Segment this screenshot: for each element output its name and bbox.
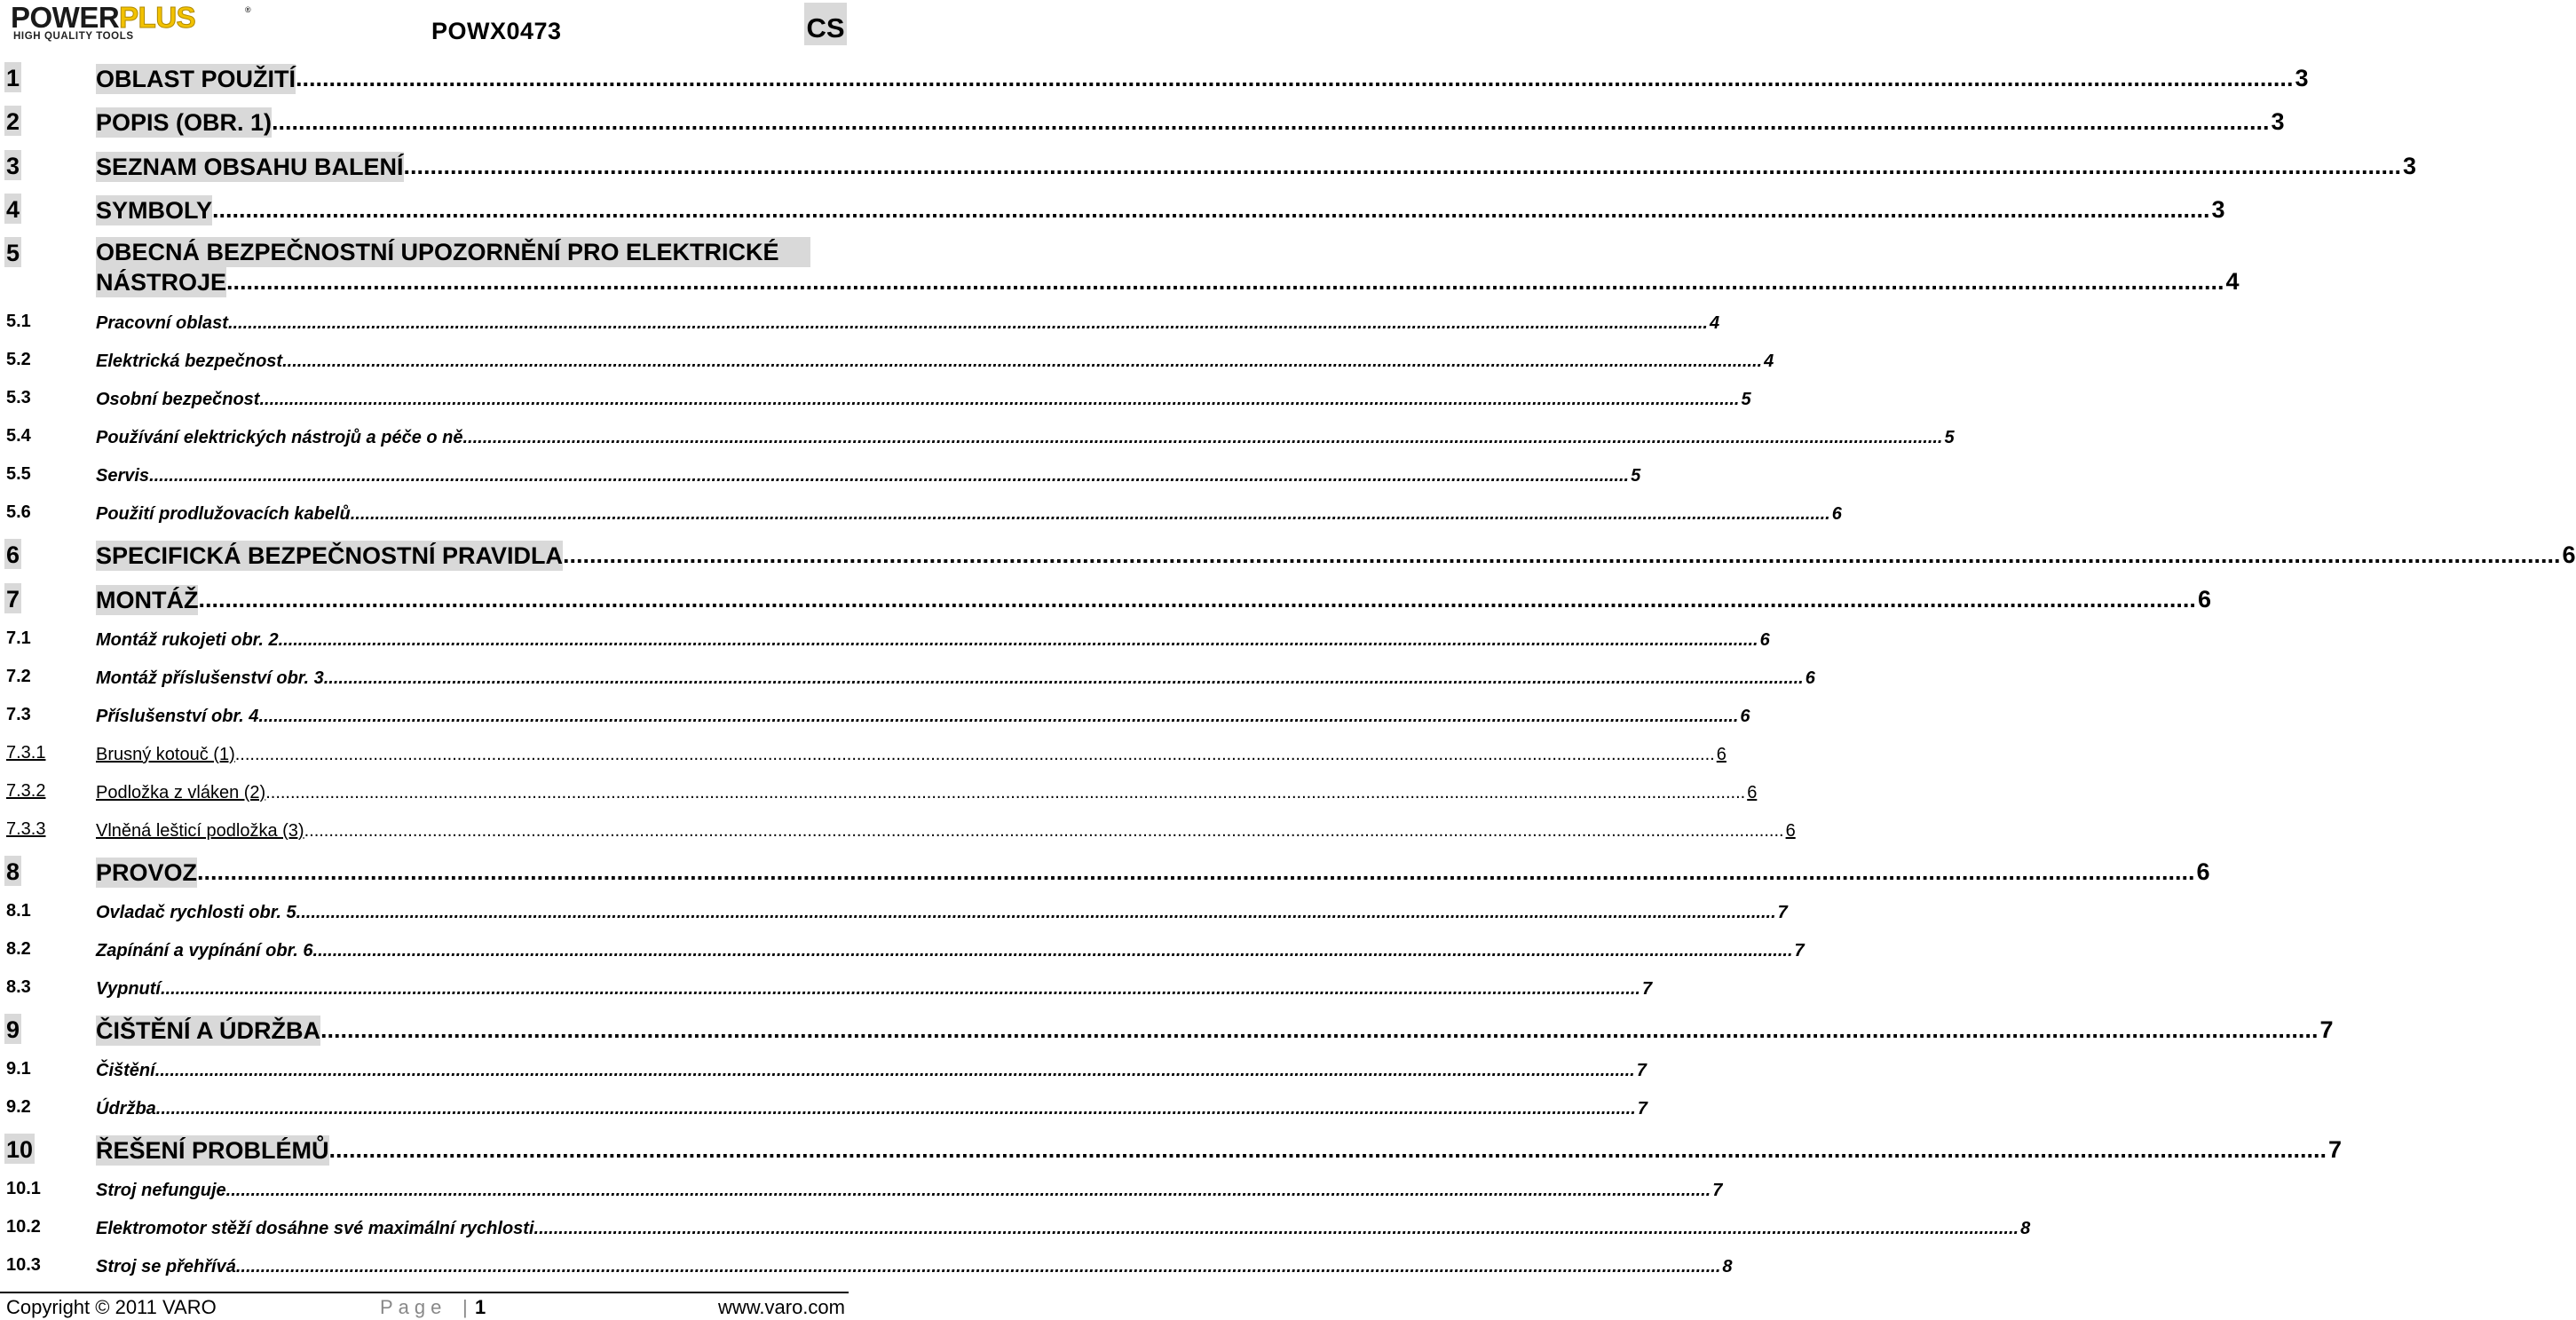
toc-entry-page: 3	[2295, 65, 2309, 91]
toc-entry-page: 3	[2402, 153, 2416, 179]
toc-entry-page[interactable]: 6	[1716, 745, 1727, 764]
toc-entry-number: 7.3	[6, 705, 31, 724]
toc-entry-number: 8.3	[6, 977, 31, 997]
toc-entry-page: 7	[2327, 1136, 2343, 1163]
toc-entry-title: Údržba	[96, 1099, 156, 1118]
toc-entry-number: 5.4	[6, 426, 31, 446]
toc-entry-title: MONTÁŽ	[96, 587, 199, 613]
toc-entry-title-line2: NÁSTROJE	[96, 269, 227, 296]
toc-entry-page: 6	[1759, 630, 1770, 650]
toc-entry-title[interactable]: Vlněná lešticí podložka (3)	[96, 821, 304, 841]
toc-entry-number: 5.1	[6, 312, 31, 331]
toc-entry-number: 10.2	[6, 1217, 41, 1237]
toc-entry-number: 8.2	[6, 939, 31, 959]
toc-leader: ............................................................................................................................................................................................................................................................................................................	[320, 1016, 2319, 1043]
toc-entry-page: 3	[2271, 108, 2285, 135]
toc-entry-title: SYMBOLY	[96, 197, 213, 224]
toc-entry-page: 7	[1636, 1061, 1647, 1080]
toc-entry-number: 7.2	[6, 667, 31, 686]
toc-entry-page: 6	[1805, 668, 1815, 688]
toc-leader: ............................................................................................................................................................................................................................................................................................................	[350, 504, 1830, 524]
toc-entry-page: 3	[2211, 196, 2225, 223]
toc-entry-title: Příslušenství obr. 4	[96, 707, 259, 726]
toc-entry-page: 6	[2562, 541, 2576, 568]
toc-leader: ............................................................................................................................................................................................................................................................................................................	[198, 586, 2196, 613]
toc-entry-page: 6	[2197, 586, 2211, 613]
toc-entry-title: PROVOZ	[96, 859, 198, 886]
toc-leader: ............................................................................................................................................................................................................................................................................................................	[259, 390, 1740, 409]
toc-entry-number: 5.5	[6, 464, 31, 484]
toc-entry-title: ŘEŠENÍ PROBLÉMŮ	[96, 1137, 329, 1164]
toc-leader: ............................................................................................................................................................................................................................................................................................................	[563, 541, 2561, 568]
toc-entry-page: 6	[2196, 858, 2210, 885]
model-number: POWX0473	[431, 18, 562, 44]
toc-leader: ............................................................................................................................................................................................................................................................................................................	[265, 783, 1746, 802]
page-separator: |	[462, 1296, 468, 1318]
toc-entry-number: 8.1	[6, 901, 31, 921]
toc-entry-number: 10.3	[6, 1255, 41, 1275]
toc-entry-title: Elektrická bezpečnost	[96, 352, 283, 371]
toc-entry-page: 4	[1764, 352, 1774, 371]
toc-leader: ............................................................................................................................................................................................................................................................................................................	[296, 65, 2294, 91]
copyright-text: Copyright © 2011 VARO	[6, 1296, 217, 1318]
toc-leader: ............................................................................................................................................................................................................................................................................................................	[328, 1136, 2327, 1163]
toc-entry-title: Zapínání a vypínání obr. 6	[96, 941, 313, 960]
logo-text-power: POWER	[11, 1, 120, 34]
toc-entry-title: Vypnutí	[96, 979, 161, 999]
toc-entry-page: 7	[1712, 1181, 1723, 1200]
toc-entry-title: OBLAST POUŽITÍ	[96, 66, 296, 92]
toc-entry-page: 8	[2020, 1219, 2031, 1238]
toc-leader: ............................................................................................................................................................................................................................................................................................................	[155, 1099, 1636, 1118]
toc-leader: ............................................................................................................................................................................................................................................................................................................	[234, 745, 1715, 764]
toc-leader: ............................................................................................................................................................................................................................................................................................................	[304, 821, 1784, 841]
toc-leader: ............................................................................................................................................................................................................................................................................................................	[403, 153, 2401, 179]
website-link[interactable]: www.varo.com	[717, 1296, 845, 1318]
toc-entry-page: 7	[1794, 941, 1805, 960]
toc-leader: ............................................................................................................................................................................................................................................................................................................	[258, 707, 1739, 726]
toc-leader: ............................................................................................................................................................................................................................................................................................................	[197, 858, 2195, 885]
toc-entry-page: 7	[1777, 903, 1788, 922]
toc-entry-number: 5.6	[6, 502, 31, 522]
toc-entry-number: 6	[4, 539, 21, 569]
toc-entry-page: 6	[1740, 707, 1750, 726]
toc-entry-title: Použití prodlužovacích kabelů	[96, 504, 351, 524]
toc-leader: ............................................................................................................................................................................................................................................................................................................	[296, 903, 1776, 922]
toc-leader: ............................................................................................................................................................................................................................................................................................................	[241, 1257, 1721, 1277]
toc-leader: ............................................................................................................................................................................................................................................................................................................	[323, 668, 1804, 688]
toc-entry-title: Osobní bezpečnost	[96, 390, 260, 409]
toc-entry-title: Montáž příslušenství obr. 3	[96, 668, 324, 688]
toc-leader: ............................................................................................................................................................................................................................................................................................................	[160, 979, 1640, 999]
toc-leader: ............................................................................................................................................................................................................................................................................................................	[272, 108, 2270, 135]
toc-entry-number: 7.1	[6, 628, 31, 648]
toc-entry-title: SEZNAM OBSAHU BALENÍ	[96, 154, 404, 180]
toc-entry-number: 9	[4, 1014, 21, 1044]
toc-entry-page: 7	[1637, 1099, 1648, 1118]
toc-entry-title[interactable]: Brusný kotouč (1)	[96, 745, 235, 764]
toc-entry-title: SPECIFICKÁ BEZPEČNOSTNÍ PRAVIDLA	[96, 542, 564, 569]
toc-entry-page: 4	[2225, 268, 2240, 295]
toc-entry-title: Pracovní oblast	[96, 313, 228, 333]
toc-leader: ............................................................................................................................................................................................................................................................................................................	[539, 1219, 2019, 1238]
toc-entry-number: 8	[4, 856, 21, 886]
toc-entry-title: ČIŠTĚNÍ A ÚDRŽBA	[96, 1017, 320, 1044]
toc-entry-number[interactable]: 7.3.1	[6, 743, 46, 763]
logo-text-plus: PLUS	[119, 1, 196, 34]
toc-entry-page: 7	[1641, 979, 1653, 999]
language-code: CS	[804, 3, 847, 45]
toc-leader: ............................................................................................................................................................................................................................................................................................................	[149, 466, 1630, 486]
toc-entry-title: Elektromotor stěží dosáhne své maximální rychlosti.	[96, 1219, 540, 1238]
toc-leader: ............................................................................................................................................................................................................................................................................................................	[312, 941, 1793, 960]
toc-entry-page[interactable]: 6	[1785, 821, 1796, 841]
toc-entry-number: 7	[4, 583, 21, 613]
toc-leader: ............................................................................................................................................................................................................................................................................................................	[212, 196, 2210, 223]
toc-entry-number: 9.1	[6, 1059, 31, 1079]
toc-leader: ............................................................................................................................................................................................................................................................................................................	[282, 352, 1763, 371]
toc-entry-page[interactable]: 6	[1747, 783, 1758, 802]
toc-leader: ............................................................................................................................................................................................................................................................................................................	[278, 630, 1758, 650]
logo-tagline: HIGH QUALITY TOOLS	[13, 31, 134, 42]
logo-registered-mark: ®	[245, 5, 251, 14]
toc-entry-number: 5.2	[6, 350, 31, 369]
toc-entry-number: 5.3	[6, 388, 31, 407]
toc-leader: ............................................................................................................................................................................................................................................................................................................	[227, 313, 1708, 333]
toc-entry-number: 9.2	[6, 1097, 31, 1117]
toc-leader: ............................................................................................................................................................................................................................................................................................................	[462, 428, 1943, 447]
toc-entry-title: Montáž rukojeti obr. 2	[96, 630, 279, 650]
toc-entry-number[interactable]: 7.3.2	[6, 781, 46, 801]
toc-entry-number: 2	[4, 106, 21, 136]
toc-entry-number[interactable]: 7.3.3	[6, 819, 46, 839]
toc-entry-page: 6	[1831, 504, 1842, 524]
toc-leader: ............................................................................................................................................................................................................................................................................................................	[226, 268, 2224, 295]
toc-entry-title: Stroj se přehřívá.	[96, 1257, 241, 1277]
page-number: 1	[475, 1296, 486, 1318]
toc-entry-title-line1: OBECNÁ BEZPEČNOSTNÍ UPOZORNĚNÍ PRO ELEKTRICKÉ	[96, 237, 810, 267]
toc-entry-title: Stroj nefunguje.	[96, 1181, 232, 1200]
toc-entry-title: Servis	[96, 466, 150, 486]
page-label: Page	[380, 1296, 447, 1318]
toc-entry-number: 10.1	[6, 1179, 41, 1198]
toc-entry-page: 5	[1944, 428, 1955, 447]
toc-entry-number: 10	[4, 1134, 35, 1164]
toc-entry-page: 8	[1722, 1257, 1733, 1277]
toc-entry-page: 4	[1709, 313, 1720, 333]
toc-entry-number: 5	[4, 237, 21, 267]
page-footer	[0, 1293, 852, 1320]
toc-entry-title: Čištění	[96, 1061, 155, 1080]
toc-entry-number: 3	[4, 150, 21, 180]
toc-entry-page: 5	[1631, 466, 1641, 486]
toc-entry-title: Používání elektrických nástrojů a péče o ně	[96, 428, 463, 447]
toc-entry-page: 7	[2319, 1016, 2334, 1043]
toc-entry-page: 5	[1741, 390, 1751, 409]
toc-leader: ............................................................................................................................................................................................................................................................................................................	[154, 1061, 1635, 1080]
toc-entry-title: POPIS (OBR. 1)	[96, 109, 273, 136]
toc-entry-number: 4	[4, 194, 21, 224]
toc-leader: ............................................................................................................................................................................................................................................................................................................	[231, 1181, 1711, 1200]
toc-entry-number: 1	[4, 62, 21, 92]
toc-entry-title[interactable]: Podložka z vláken (2)	[96, 783, 266, 802]
toc-entry-title: Ovladač rychlosti obr. 5	[96, 903, 296, 922]
